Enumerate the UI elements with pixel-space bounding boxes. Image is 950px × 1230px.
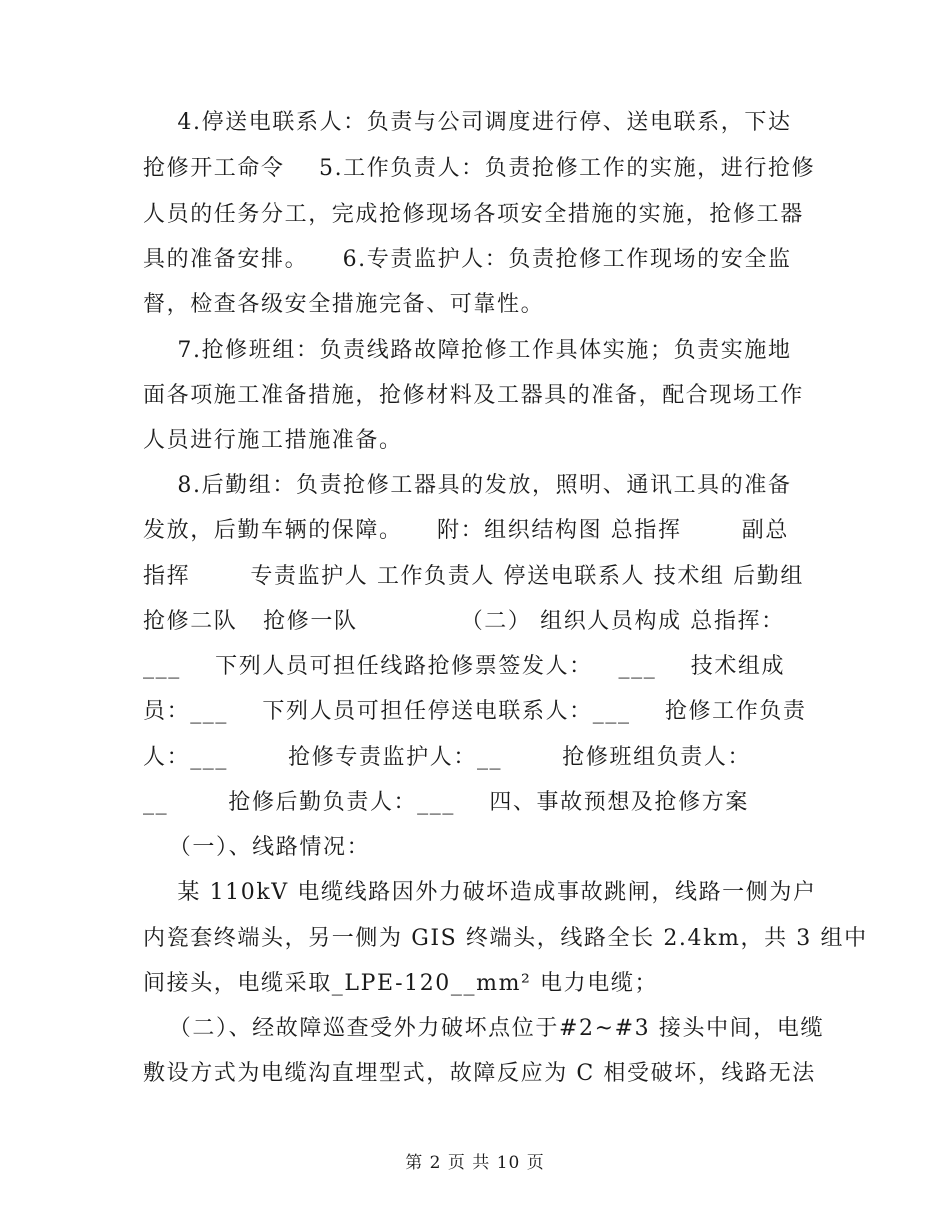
text-line: 4.停送电联系人：负责与公司调度进行停、送电联系，下达 xyxy=(143,110,792,135)
text-line: 抢修二队 抢修一队 （二） 组织人员构成 总指挥： xyxy=(143,609,785,634)
text-line: 发放，后勤车辆的保障。 附：组织结构图 总指挥 副总 xyxy=(143,518,789,543)
text-line: 督，检查各级安全措施完备、可靠性。 xyxy=(143,292,545,317)
page-number-footer: 第 2 页 共 10 页 xyxy=(405,1153,545,1173)
text-line: 员：___ 下列人员可担任停送电联系人：___ 抢修工作负责 xyxy=(143,699,807,724)
text-line: （二）、经故障巡查受外力破坏点位于#2~#3 接头中间，电缆 xyxy=(143,1016,825,1041)
text-line: ___ 下列人员可担任线路抢修票签发人： ___ 技术组成 xyxy=(143,654,786,679)
text-line: __ 抢修后勤负责人：___ 四、事故预想及抢修方案 xyxy=(143,790,749,815)
text-line: （一）、线路情况： xyxy=(143,835,371,860)
text-line: 抢修开工命令 5.工作负责人：负责抢修工作的实施，进行抢修 xyxy=(143,156,816,181)
text-line: 人员的任务分工，完成抢修现场各项安全措施的实施，抢修工器 xyxy=(143,202,804,227)
text-line: 人员进行施工措施准备。 xyxy=(143,428,403,453)
text-line: 8.后勤组：负责抢修工器具的发放，照明、通讯工具的准备 xyxy=(143,473,792,498)
text-line: 某 110kV 电缆线路因外力破坏造成事故跳闸，线路一侧为户 xyxy=(143,880,817,905)
text-line: 敷设方式为电缆沟直埋型式，故障反应为 C 相受破坏，线路无法 xyxy=(143,1061,816,1086)
text-line: 人：___ 抢修专责监护人：__ 抢修班组负责人： xyxy=(143,745,752,770)
text-line: 7.抢修班组：负责线路故障抢修工作具体实施；负责实施地 xyxy=(143,338,792,363)
text-line: 间接头，电缆采取_LPE-120__mm² 电力电缆； xyxy=(143,971,659,996)
text-line: 内瓷套终端头，另一侧为 GIS 终端头，线路全长 2.4km，共 3 组中 xyxy=(143,926,868,951)
text-line: 指挥 专责监护人 工作负责人 停送电联系人 技术组 后勤组 xyxy=(143,564,804,589)
text-line: 面各项施工准备措施，抢修材料及工器具的准备，配合现场工作 xyxy=(143,383,804,408)
text-line: 具的准备安排。 6.专责监护人：负责抢修工作现场的安全监 xyxy=(143,247,792,272)
